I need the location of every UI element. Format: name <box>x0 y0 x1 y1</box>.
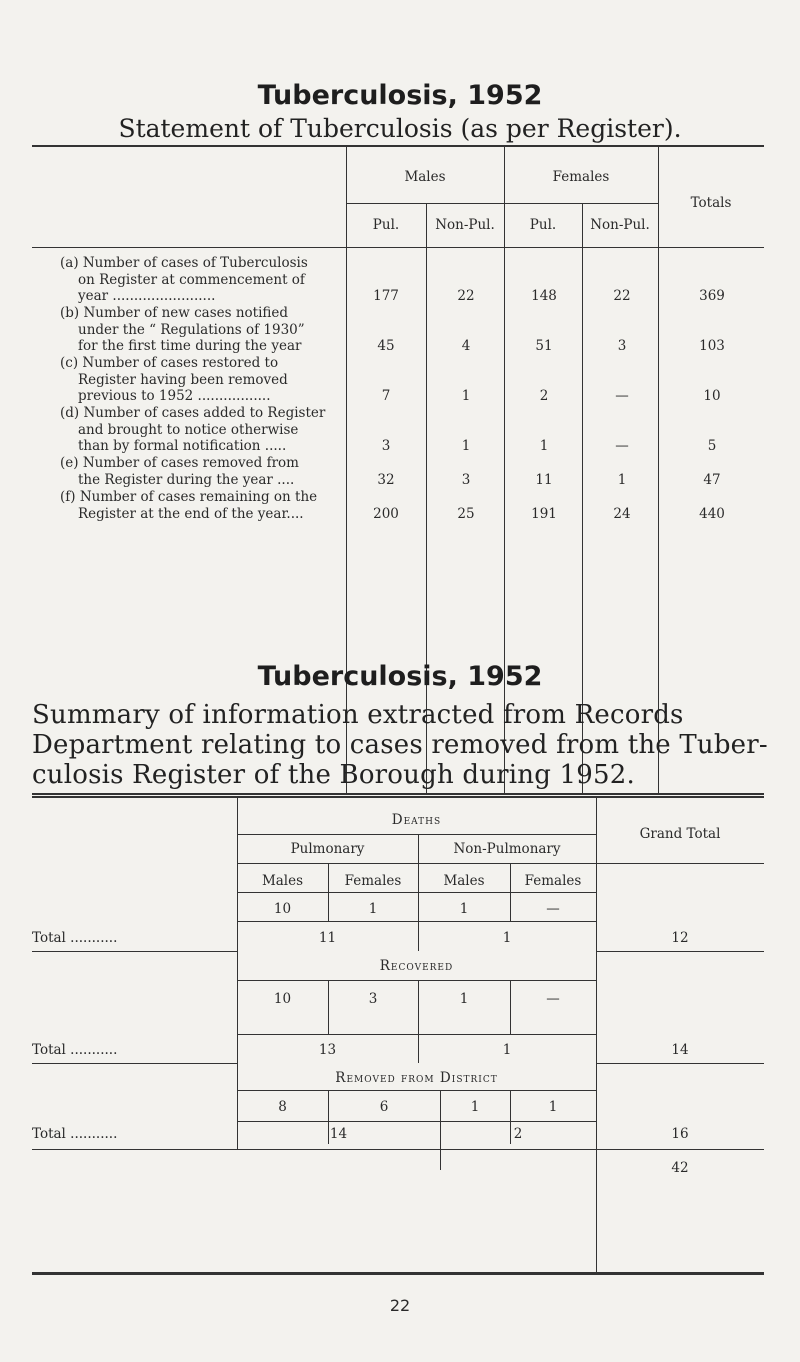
header-totals: Totals <box>690 195 732 211</box>
table-row-label: (d) Number of cases added to Register and brought to notice otherwise than by formal notification ..... <box>60 405 326 454</box>
grand-total-cell: 16 <box>671 1126 689 1142</box>
table-cell: 1 <box>461 438 471 454</box>
page-number: 22 <box>389 1296 411 1315</box>
table-cell: 3 <box>617 338 627 354</box>
table-cell: 3 <box>381 438 391 454</box>
table-cell: 32 <box>377 472 395 488</box>
table-cell: 45 <box>377 338 395 354</box>
deaths-header: Deaths <box>391 812 442 828</box>
header-male-non-pul: Non-Pul. <box>435 217 495 233</box>
table-row-label: (e) Number of cases removed from the Register during the year .... <box>60 455 299 488</box>
grand-total-cell: 14 <box>671 1042 689 1058</box>
table-cell: 200 <box>373 506 399 522</box>
table-cell: 51 <box>535 338 553 354</box>
table-cell: 2 <box>513 1126 523 1142</box>
table-cell: 7 <box>381 388 391 404</box>
pulmonary-header: Pulmonary <box>290 841 365 857</box>
grand-total-header: Grand Total <box>639 826 721 842</box>
table-cell: — <box>546 901 560 917</box>
table-cell: 1 <box>368 901 378 917</box>
header-female-non-pul: Non-Pul. <box>590 217 650 233</box>
table-cell: 191 <box>531 506 557 522</box>
tb-register-table <box>32 145 764 795</box>
table-cell: — <box>615 438 629 454</box>
table-cell: 5 <box>707 438 717 454</box>
header-male-pul: Pul. <box>372 217 400 233</box>
table-cell: 13 <box>318 1042 337 1058</box>
table-cell: 1 <box>470 1099 480 1115</box>
table-cell: 10 <box>703 388 721 404</box>
table-cell: — <box>615 388 629 404</box>
table-cell: 24 <box>613 506 631 522</box>
table-cell: 4 <box>461 338 471 354</box>
table-cell: 1 <box>461 388 471 404</box>
overall-total-cell: 42 <box>671 1160 689 1176</box>
table-cell: 10 <box>273 991 292 1007</box>
page-title: Tuberculosis, 1952 <box>257 80 543 111</box>
males-header: Males <box>443 873 485 889</box>
recovered-header: Recovered <box>379 958 454 974</box>
table-cell: 177 <box>373 288 399 304</box>
table-cell: 2 <box>539 388 549 404</box>
table-cell: 1 <box>502 930 512 946</box>
table-cell: 6 <box>379 1099 389 1115</box>
grand-total-cell: 12 <box>671 930 689 946</box>
table-row-label: (a) Number of cases of Tuberculosis on Register at commencement of year ........................ <box>60 255 308 304</box>
table-cell: 22 <box>613 288 631 304</box>
table-cell: 1 <box>539 438 549 454</box>
table-cell: 8 <box>278 1099 287 1115</box>
table-cell: 25 <box>457 506 475 522</box>
table-row-label: (b) Number of new cases notified under the “ Regulations of 1930” for the first time during the year <box>60 305 305 354</box>
removed-header: Removed from District <box>335 1070 498 1086</box>
females-header: Females <box>524 873 582 889</box>
table-cell: — <box>546 991 560 1007</box>
table-cell: 10 <box>273 901 292 917</box>
section-title: Tuberculosis, 1952 <box>257 661 543 692</box>
table-caption: Statement of Tuberculosis (as per Register). <box>118 114 682 143</box>
table-cell: 148 <box>531 288 557 304</box>
header-female-pul: Pul. <box>529 217 557 233</box>
table-cell: 14 <box>329 1126 348 1142</box>
total-label: Total ........... <box>32 1126 118 1142</box>
table-cell: 47 <box>703 472 721 488</box>
table-cell: 369 <box>699 288 725 304</box>
summary-paragraph: Summary of information extracted from Records Department relating to cases removed from the Tuber- culosis Register of the Borough during 1952. <box>32 700 768 790</box>
removed-cases-table <box>32 796 764 1326</box>
table-cell: 1 <box>459 901 469 917</box>
table-cell: 1 <box>502 1042 512 1058</box>
table-cell: 103 <box>699 338 725 354</box>
table-cell: 11 <box>535 472 553 488</box>
header-females: Females <box>552 169 610 185</box>
non-pulmonary-header: Non-Pulmonary <box>453 841 561 857</box>
table-cell: 11 <box>318 930 337 946</box>
males-header: Males <box>261 873 304 889</box>
table-row-label: (f) Number of cases remaining on the Register at the end of the year.... <box>60 489 318 522</box>
table-cell: 3 <box>368 991 378 1007</box>
total-label: Total ........... <box>32 1042 118 1058</box>
table-row-label: (c) Number of cases restored to Register having been removed previous to 1952 ................. <box>60 355 288 404</box>
table-cell: 1 <box>459 991 469 1007</box>
table-cell: 3 <box>461 472 471 488</box>
table-cell: 440 <box>699 506 725 522</box>
total-label: Total ........... <box>32 930 118 946</box>
table-cell: 1 <box>617 472 627 488</box>
table-cell: 1 <box>548 1099 558 1115</box>
header-males: Males <box>404 169 446 185</box>
females-header: Females <box>344 873 402 889</box>
table-cell: 22 <box>457 288 475 304</box>
